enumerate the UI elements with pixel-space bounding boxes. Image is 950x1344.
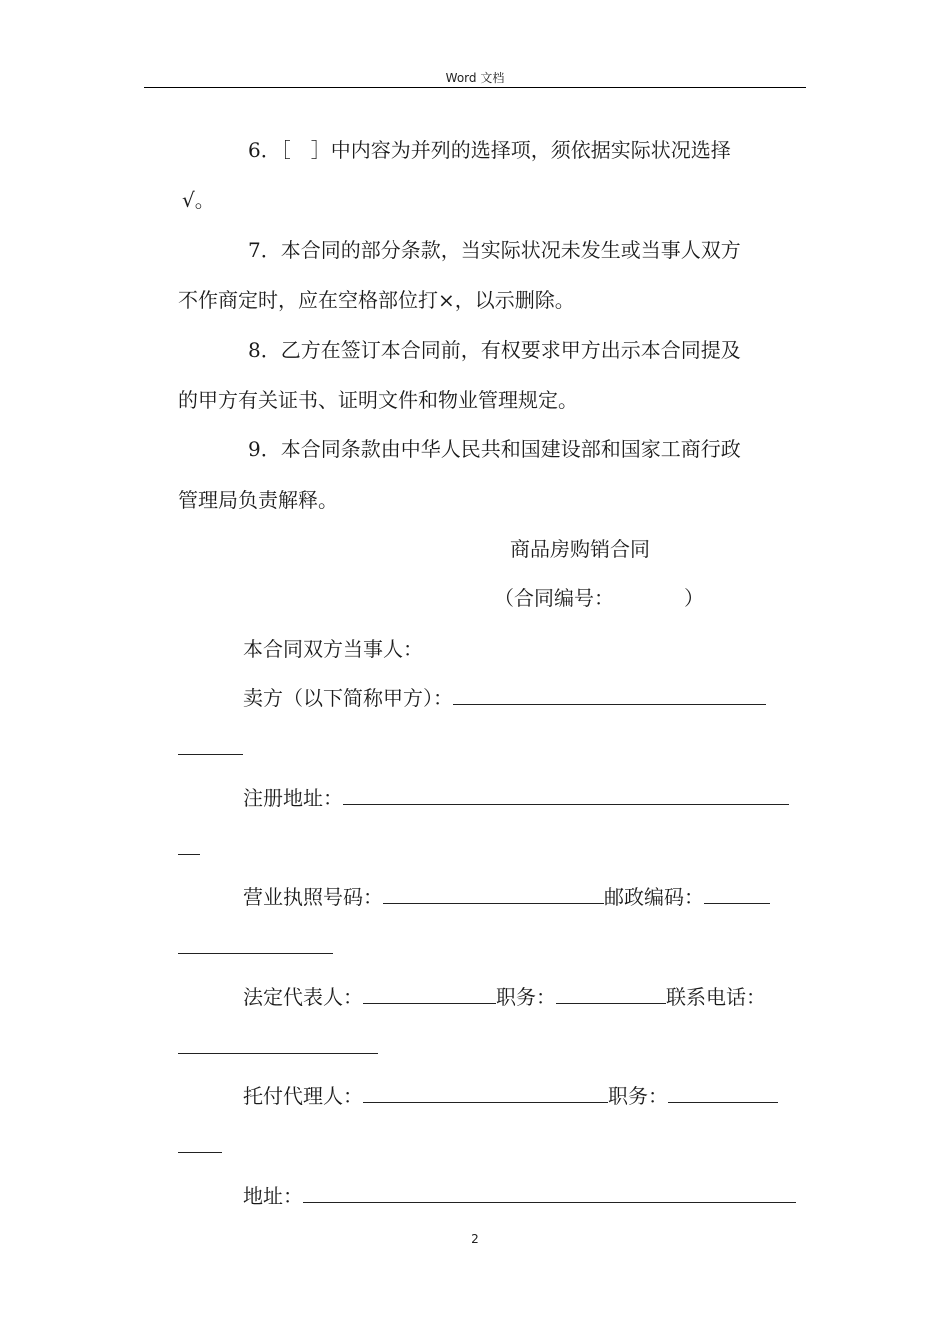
paragraph-8-line-1: 8．乙方在签订本合同前，有权要求甲方出示本合同提及 bbox=[248, 338, 741, 362]
legal-rep-field[interactable] bbox=[363, 985, 496, 1004]
contract-title: 商品房购销合同 bbox=[510, 537, 650, 561]
header-rule bbox=[144, 87, 806, 88]
agent-position-field[interactable] bbox=[668, 1084, 778, 1103]
address-row bbox=[243, 786, 789, 810]
paragraph-8-line-2: 的甲方有关证书、证明文件和物业管理规定。 bbox=[178, 388, 578, 412]
address-label: 注册地址： bbox=[243, 786, 343, 810]
paragraph-7-line-1: 7．本合同的部分条款，当实际状况未发生或当事人双方 bbox=[248, 238, 741, 262]
agent-position-label: 职务： bbox=[608, 1084, 668, 1108]
seller-row bbox=[243, 686, 766, 710]
phone-label: 联系电话： bbox=[666, 985, 766, 1009]
address-field-continued[interactable] bbox=[178, 836, 200, 860]
agent-row bbox=[243, 1084, 778, 1108]
contract-number: （合同编号： ） bbox=[494, 586, 704, 610]
license-label: 营业执照号码： bbox=[243, 885, 383, 909]
page-number: 2 bbox=[471, 1232, 479, 1246]
paragraph-6-line-2: √。 bbox=[182, 188, 215, 212]
page-header: Word 文档 bbox=[445, 71, 505, 85]
agent-label: 托付代理人： bbox=[243, 1084, 363, 1108]
license-row bbox=[243, 885, 770, 909]
paragraph-9-line-2: 管理局负责解释。 bbox=[178, 488, 338, 512]
position-label: 职务： bbox=[496, 985, 556, 1009]
seller-field[interactable] bbox=[453, 686, 766, 705]
paragraph-9-line-1: 9．本合同条款由中华人民共和国建设部和国家工商行政 bbox=[248, 437, 741, 461]
seller-field-continued[interactable] bbox=[178, 736, 243, 760]
paragraph-7-line-2: 不作商定时，应在空格部位打×，以示删除。 bbox=[178, 288, 575, 312]
agent-field[interactable] bbox=[363, 1084, 608, 1103]
legal-rep-row bbox=[243, 985, 766, 1009]
postcode-label: 邮政编码： bbox=[604, 885, 704, 909]
parties-label: 本合同双方当事人： bbox=[243, 637, 423, 661]
legal-rep-label: 法定代表人： bbox=[243, 985, 363, 1009]
postcode-field[interactable] bbox=[704, 885, 770, 904]
postcode-field-continued[interactable] bbox=[178, 935, 333, 959]
agent-position-field-continued[interactable] bbox=[178, 1134, 222, 1158]
phone-field[interactable] bbox=[178, 1035, 378, 1059]
addr-row bbox=[243, 1184, 796, 1208]
license-field[interactable] bbox=[383, 885, 604, 904]
paragraph-6-line-1: 6．［ ］中内容为并列的选择项，须依据实际状况选择 bbox=[248, 138, 731, 162]
addr-label: 地址： bbox=[243, 1184, 303, 1208]
address-field[interactable] bbox=[343, 786, 789, 805]
addr-field[interactable] bbox=[303, 1184, 796, 1203]
position-field[interactable] bbox=[556, 985, 666, 1004]
seller-label: 卖方（以下简称甲方）： bbox=[243, 686, 453, 710]
